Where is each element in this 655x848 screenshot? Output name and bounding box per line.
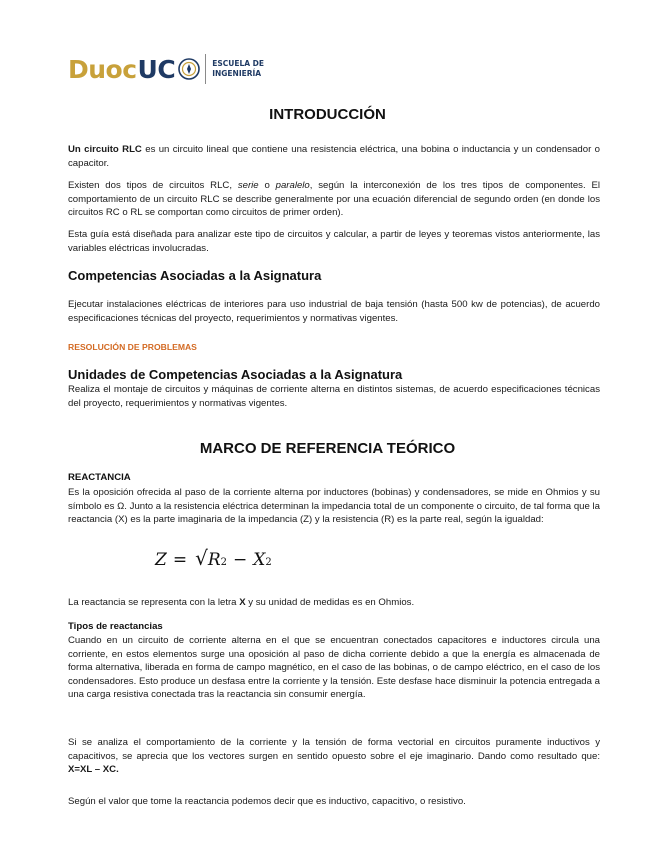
- logo-duoc-text: Duoc: [68, 54, 137, 84]
- formula-x-exponent: 2: [265, 557, 272, 568]
- school-line-1: ESCUELA DE: [212, 59, 264, 68]
- segun-valor-text: Según el valor que tome la reactancia podemos decir que es inductivo, capacitivo, o resistivo.: [68, 796, 466, 807]
- competencias-title: Competencias Asociadas a la Asignatura: [68, 268, 322, 283]
- formula-radical: √: [195, 546, 208, 570]
- intro-paragraph-3: Esta guía está diseñada para analizar este tipo de circuitos y calcular, a partir de leyes y teoremas vistos anteriormente, las variables eléctricas involucradas.: [68, 229, 600, 254]
- impedance-formula: [155, 546, 272, 570]
- university-seal-icon: [178, 58, 200, 80]
- intro-paragraph-2: [68, 179, 600, 220]
- tipos-reactancias-text: Cuando en un circuito de corriente alterna en el que se encuentran conectados capacitores e inductores circula una corriente, en estos elementos surge una oposición al paso de dicha corriente debido a que la energía es almacenada de forma alternativa, liberada en forma de campo magnético, en el caso de las bobinas, o de campo eléctrico, en el caso de los condensadores. Esto produce un desfasa entre la corriente y la tensión. Este desfase hace disminuir la potencia entregada a una carga resistiva conectada tras la reactancia sin consumir energía.: [68, 635, 600, 701]
- intro-p2-end: , según la interconexión de los tres tipos de componentes. El comportamiento de un circuito RLC se describe generalmente por una ecuación diferencial de segundo orden (en donde los circuitos RC o RL se comportan como circuitos de primer orden).: [68, 180, 600, 219]
- reactancia-label: REACTANCIA: [68, 472, 131, 483]
- intro-p2-or: o: [258, 180, 276, 191]
- unidades-text: Realiza el montaje de circuitos y máquinas de corriente alterna en distintos sistemas, de acuerdo especificaciones técnicas del proyecto, requerimientos y normativas vigentes.: [68, 384, 600, 409]
- vectorial-text: [68, 736, 600, 777]
- unidades-title: Unidades de Competencias Asociadas a la Asignatura: [68, 367, 403, 382]
- formula-minus: −: [233, 550, 248, 570]
- formula-r-exponent: 2: [220, 557, 227, 568]
- reactancia-text: Es la oposición ofrecida al paso de la corriente alterna por inductores (bobinas) y condensadores, se mide en Ohmios y su símbolo es Ω. Junto a la resistencia eléctrica determinan la impedancia total de un componente o circuito, de tal forma que la reactancia (X) es la parte imaginaria de la impedancia (Z) y la resistencia (R) es la parte real, según la igualdad:: [68, 487, 600, 526]
- tipos-reactancias-label: Tipos de reactancias: [68, 621, 163, 632]
- intro-term-rlc: Un circuito RLC: [68, 144, 142, 155]
- duoc-uc-logo: [68, 48, 264, 90]
- letra-x: X: [239, 597, 246, 608]
- formula-z: Z: [155, 550, 167, 570]
- letra-start: La reactancia se representa con la letra: [68, 597, 240, 608]
- intro-term-paralelo: paralelo: [275, 180, 310, 191]
- vectorial-text-body: Si se analiza el comportamiento de la corriente y la tensión de forma vectorial en circuitos puramente inductivos y capacitivos, se aprecia que los vectores surgen en sentido opuesto sobre el eje imaginario. Dando como resultado que:: [68, 737, 600, 762]
- resolucion-label: RESOLUCIÓN DE PROBLEMAS: [68, 342, 197, 352]
- intro-paragraph-1: [68, 143, 600, 170]
- school-line-2: INGENIERÍA: [212, 69, 262, 78]
- school-name: [212, 59, 264, 79]
- intro-p2-start: Existen dos tipos de circuitos RLC,: [68, 180, 238, 191]
- reactancia-letra-text: [68, 596, 600, 610]
- formula-x: X: [253, 550, 266, 570]
- competencias-text: Ejecutar instalaciones eléctricas de interiores para uso industrial de baja tensión (hasta 500 kw de potencias), de acuerdo especificaciones técnicas del proyecto, requerimientos y normativas vigentes.: [68, 299, 600, 324]
- intro-term-serie: serie: [237, 180, 259, 191]
- logo-divider: [205, 54, 206, 84]
- formula-r: R: [207, 550, 221, 570]
- vectorial-formula: X=XL – XC.: [68, 764, 119, 776]
- intro-title: INTRODUCCIÓN: [269, 106, 386, 123]
- intro-p1-text: es un circuito lineal que contiene una resistencia eléctrica, una bobina o inductancia y un condensador o capacitor.: [68, 144, 600, 169]
- logo-uc-text: UC: [137, 54, 176, 84]
- marco-title: MARCO DE REFERENCIA TEÓRICO: [199, 440, 456, 457]
- formula-equals: =: [172, 550, 188, 570]
- letra-end: y su unidad de medidas es en Ohmios.: [245, 597, 415, 608]
